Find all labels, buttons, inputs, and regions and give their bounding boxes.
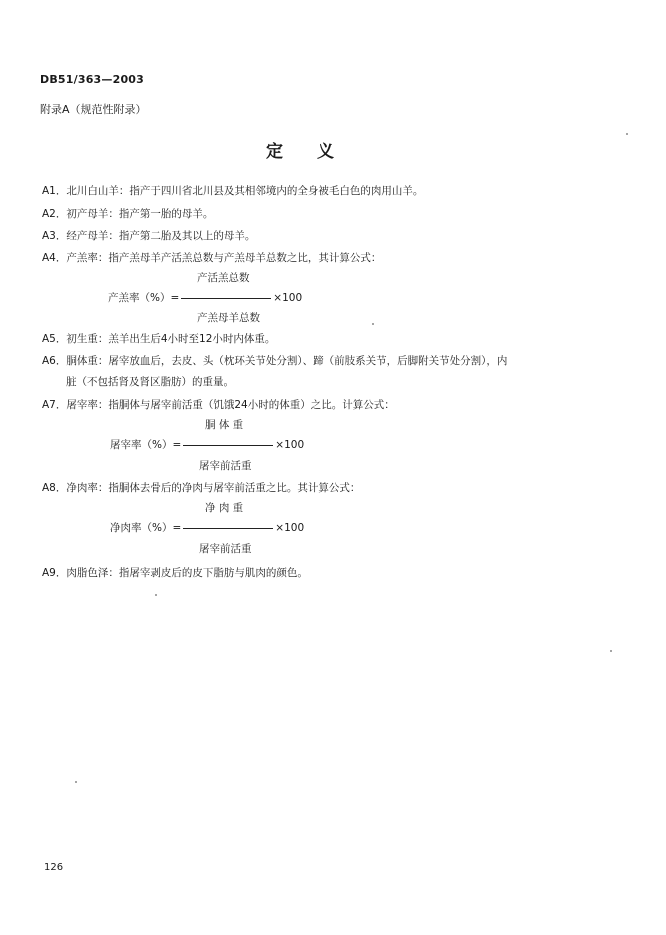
definition-a7: A7．屠宰率：指胴体与屠宰前活重（饥饿24小时的体重）之比。计算公式：: [42, 399, 395, 411]
meat-formula-label: 净肉率（%）=: [110, 522, 182, 534]
scan-speck: [610, 650, 612, 652]
definition-a1: A1．北川白山羊：指产于四川省北川县及其相邻境内的全身被毛白色的肉用山羊。: [42, 185, 424, 197]
definition-a6-line2: 脏（不包括肾及肾区脂肪）的重量。: [66, 376, 234, 388]
definition-a8: A8．净肉率：指胴体去骨后的净肉与屠宰前活重之比。其计算公式：: [42, 482, 361, 494]
lambing-formula-denominator: 产羔母羊总数: [197, 312, 260, 324]
lambing-formula-multiplier: ×100: [273, 292, 303, 304]
dressing-formula-multiplier: ×100: [275, 439, 305, 451]
fraction-bar: [181, 298, 271, 299]
lambing-formula-label: 产羔率（%）=: [108, 292, 180, 304]
meat-formula-multiplier: ×100: [275, 522, 305, 534]
meat-formula-numerator: 净 肉 重: [205, 502, 244, 514]
page-number: 126: [44, 862, 64, 873]
scan-speck: [626, 133, 628, 135]
definition-a4: A4．产羔率：指产羔母羊产活羔总数与产羔母羊总数之比，其计算公式：: [42, 252, 382, 264]
scan-speck: [155, 594, 157, 596]
dressing-formula-denominator: 屠宰前活重: [199, 460, 252, 472]
meat-formula: [110, 520, 304, 535]
definition-a6-line1: A6．胴体重：屠宰放血后，去皮、头（枕环关节处分割）、蹄（前肢系关节，后脚附关节处分割），内: [42, 355, 508, 367]
meat-formula-denominator: 屠宰前活重: [199, 543, 252, 555]
standard-code: DB51/363—2003: [40, 73, 145, 86]
definition-a9: A9．肉脂色泽：指屠宰剥皮后的皮下脂肪与肌肉的颜色。: [42, 567, 308, 579]
appendix-label: 附录A（规范性附录）: [40, 103, 147, 116]
definition-a3: A3．经产母羊：指产第二胎及其以上的母羊。: [42, 230, 256, 242]
dressing-formula-numerator: 胴 体 重: [205, 419, 244, 431]
scan-speck: [75, 781, 77, 783]
scan-speck: [372, 323, 374, 325]
lambing-formula: [108, 290, 302, 305]
definition-a2: A2．初产母羊：指产第一胎的母羊。: [42, 208, 214, 220]
definition-a5: A5．初生重：羔羊出生后4小时至12小时内体重。: [42, 333, 276, 345]
page-title: 定义: [266, 142, 368, 162]
fraction-bar: [183, 445, 273, 446]
fraction-bar: [183, 528, 273, 529]
lambing-formula-numerator: 产活羔总数: [197, 272, 250, 284]
dressing-formula-label: 屠宰率（%）=: [110, 439, 182, 451]
dressing-formula: [110, 437, 304, 452]
